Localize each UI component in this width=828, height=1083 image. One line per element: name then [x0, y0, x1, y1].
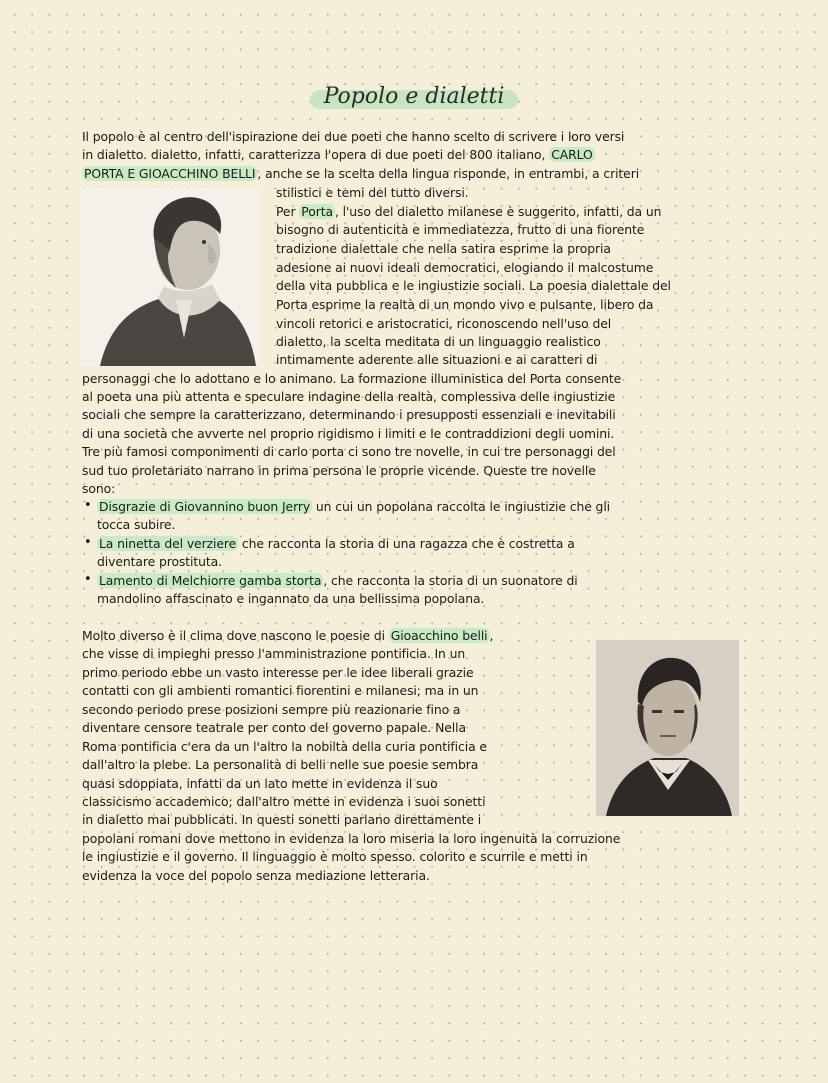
- porta-line-6: Porta esprime la realtà di un mondo vivo e pulsante, libero da: [276, 297, 654, 312]
- highlight-novella-1: Disgrazie di Giovannino buon Jerry: [99, 499, 311, 514]
- porta-line-5: della vita pubblica e le ingiustizie sociali. La poesia dialettale del: [276, 278, 671, 293]
- porta-line-14: Tre più famosi componimenti di carlo porta ci sono tre novelle, in cui tre personaggi del: [82, 444, 616, 459]
- porta-line-1-end: , l'uso del dialetto milanese è suggerito, infatti, da un: [334, 204, 662, 219]
- highlight-porta: Porta: [301, 204, 333, 219]
- novella-2-line-2: diventare prostituta.: [97, 554, 222, 569]
- novella-3-line-1: [97, 573, 578, 589]
- novella-1-line-1: [97, 499, 610, 515]
- novella-1-line-2: tocca subire.: [97, 517, 176, 532]
- porta-line-1: [276, 204, 661, 220]
- porta-line-11: al poeta una più attenta e speculare indagine della realtà, complessiva delle ingiustizie: [82, 389, 616, 404]
- porta-line-1-start: Per: [276, 204, 300, 219]
- gioacchino-belli-portrait: [596, 640, 739, 816]
- belli-line-3: primo periodo ebbe un vasto interesse per le idee liberali grazie: [82, 665, 474, 680]
- gioacchino-belli-portrait-image: [596, 640, 739, 816]
- belli-line-14: evidenza la voce del popolo senza mediazione letteraria.: [82, 868, 430, 883]
- belli-line-11: in dialetto mai pubblicati. In questi sonetti parlano direttamente i: [82, 812, 482, 827]
- highlight-novella-2: La ninetta del verziere: [99, 536, 237, 551]
- porta-line-13: di una società che avverte nel proprio rigidismo i limiti e le contraddizioni degli uomini.: [82, 426, 615, 441]
- porta-line-2: bisogno di autenticità e immediatezza, frutto di una fiorente: [276, 222, 645, 237]
- intro-line-2-text: in dialetto. dialetto, infatti, caratterizza l'opera di due poeti del 800 italiano,: [82, 147, 550, 162]
- novella-2-rest: che racconta la storia di una ragazza che è costretta a: [238, 536, 575, 551]
- belli-line-4: contatti con gli ambienti romantici fiorentini e milanesi; ma in un: [82, 683, 479, 698]
- highlight-belli: Gioacchino belli: [390, 628, 488, 643]
- title-container: [0, 84, 828, 109]
- carlo-porta-portrait: [80, 188, 260, 366]
- page-title: Popolo e dialetti: [310, 84, 519, 109]
- porta-line-9: intimamente aderente alle situazioni e ai caratteri di: [276, 352, 598, 367]
- bullet-1: •: [84, 498, 92, 513]
- novella-3-rest: , che racconta la storia di un suonatore di: [323, 573, 578, 588]
- porta-line-12: sociali che sempre la caratterizzano, determinando i presupposti essenziali e inevitabili: [82, 407, 616, 422]
- porta-line-10: personaggi che lo adottano e lo animano. La formazione illuministica del Porta consente: [82, 371, 622, 386]
- belli-line-6: diventare censore teatrale per conto del governo papale. Nella: [82, 720, 466, 735]
- intro-line-4: stilistici e temi del tutto diversi.: [276, 185, 469, 200]
- belli-line-8: dall'altro la plebe. La personalità di belli nelle sue poesie sembra: [82, 757, 479, 772]
- novella-1-rest: un cui un popolana raccolta le ingiustizie che gli: [312, 499, 611, 514]
- belli-line-9: quasi sdoppiata, infatti da un lato mette in evidenza il suo: [82, 776, 438, 791]
- porta-line-8: dialetto, la scelta meditata di un linguaggio realistico: [276, 334, 601, 349]
- porta-line-16: sono:: [82, 481, 116, 496]
- carlo-porta-portrait-image: [80, 188, 260, 366]
- belli-line-1-end: ,: [489, 628, 494, 643]
- belli-line-1-start: Molto diverso è il clima dove nascono le poesie di: [82, 628, 389, 643]
- intro-line-3-text: , anche se la scelta della lingua risponde, in entrambi, a criteri: [257, 166, 640, 181]
- belli-line-12: popolani romani dove mettono in evidenza la loro miseria la loro ingenuità la corruzione: [82, 831, 621, 846]
- highlight-poets-names: PORTA E GIOACCHINO BELLI: [84, 166, 256, 181]
- intro-line-2: [82, 147, 595, 163]
- intro-line-3: [82, 166, 639, 182]
- novella-3-line-2: mandolino affascinato e ingannato da una bellissima popolana.: [97, 591, 485, 606]
- novella-2-line-1: [97, 536, 575, 552]
- belli-line-7: Roma pontificia c'era da un l'altro la nobiltà della curia pontificia e: [82, 739, 487, 754]
- porta-line-7: vincoli retorici e aristocratici, riconoscendo nell'uso del: [276, 316, 612, 331]
- bullet-2: •: [84, 535, 92, 550]
- belli-line-10: classicismo accademico; dall'altro mette in evidenza i suoi sonetti: [82, 794, 486, 809]
- intro-line-1: Il popolo è al centro dell'ispirazione dei due poeti che hanno scelto di scrivere i loro versi: [82, 129, 625, 144]
- belli-line-1: [82, 628, 493, 644]
- belli-line-5: secondo periodo prese posizioni sempre più reazionarie fino a: [82, 702, 461, 717]
- porta-line-4: adesione ai nuovi ideali democratici, elogiando il malcostume: [276, 260, 654, 275]
- bullet-3: •: [84, 572, 92, 587]
- porta-line-3: tradizione dialettale che nella satira esprime la propria: [276, 241, 611, 256]
- belli-line-2: che visse di impieghi presso l'amministrazione pontificia. In un: [82, 646, 466, 661]
- highlight-carlo: CARLO: [551, 147, 593, 162]
- belli-line-13: le ingiustizie e il governo. Il linguaggio è molto spesso. colorito e scurrile e metti in: [82, 849, 588, 864]
- porta-line-15: sud tuo proletariato narrano in prima persona le proprie vicende. Queste tre novelle: [82, 463, 596, 478]
- highlight-novella-3: Lamento di Melchiorre gamba storta: [99, 573, 322, 588]
